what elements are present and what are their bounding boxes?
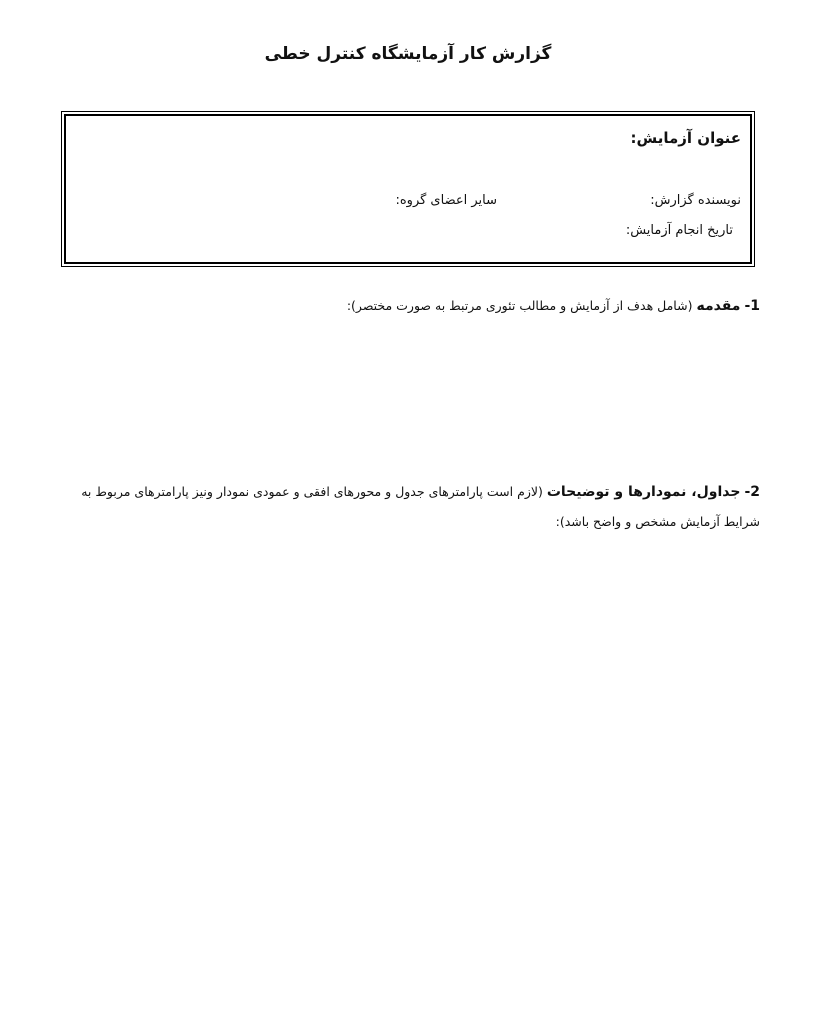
page-title: گزارش کار آزمایشگاه کنترل خطی	[264, 44, 552, 64]
section-heading: جداول، نمودارها و توضیحات	[546, 484, 741, 500]
report-author-label: نویسنده گزارش:	[650, 193, 741, 208]
section-description: (لازم است پارامترهای جدول و محورهای افقی و عمودی نمودار ونیز پارامترهای مربوط به شرایط آزمایش مشخص و واضح باشد):	[81, 484, 760, 529]
group-members-label: سایر اعضای گروه:	[395, 193, 497, 208]
section-tables-charts	[60, 477, 760, 537]
section-number: 2-	[744, 484, 760, 500]
section-introduction	[60, 293, 760, 319]
experiment-info-box	[61, 111, 755, 267]
experiment-title-label: عنوان آزمایش:	[630, 129, 741, 147]
section-heading: مقدمه	[696, 298, 741, 314]
section-description: (شامل هدف از آزمایش و مطالب تئوری مرتبط به صورت مختصر):	[346, 298, 693, 313]
section-number: 1-	[744, 298, 760, 314]
experiment-date-label: تاریخ انجام آزمایش:	[625, 223, 733, 238]
experiment-info-box-inner	[64, 114, 752, 264]
